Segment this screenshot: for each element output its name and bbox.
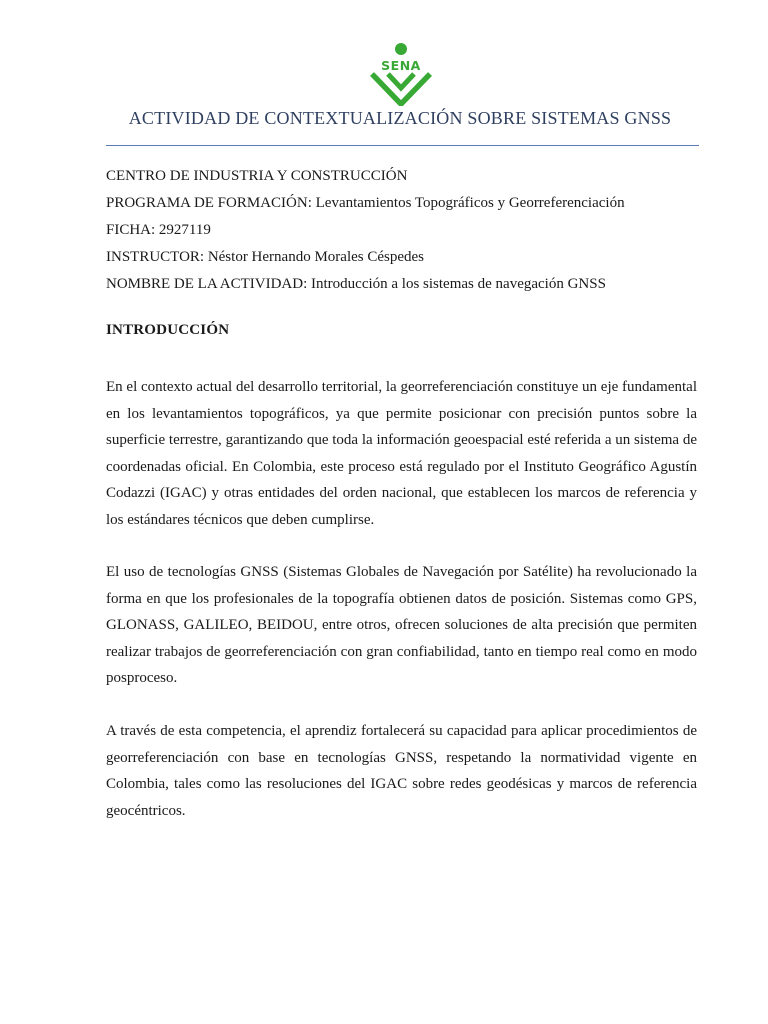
meta-centro: CENTRO DE INDUSTRIA Y CONSTRUCCIÓN	[106, 168, 408, 184]
title-divider	[106, 145, 699, 146]
meta-programa: PROGRAMA DE FORMACIÓN: Levantamientos Topográficos y Georreferenciación	[106, 195, 625, 211]
sena-logo-icon	[368, 42, 434, 106]
paragraph-1: En el contexto actual del desarrollo territorial, la georreferenciación constituye un eje fundamental en los levantamientos topográficos, ya que permite posicionar con precisión puntos sobre la superficie terrestre, garantizando que toda la información geoespacial esté referida a un sistema de coordenadas oficial. En Colombia, este proceso está regulado por el Instituto Geográfico Agustín Codazzi (IGAC) y otras entidades del orden nacional, que establecen los marcos de referencia y los estándares técnicos que deben cumplirse.	[106, 379, 697, 528]
sena-logo-text: SENA	[381, 58, 421, 73]
meta-actividad: NOMBRE DE LA ACTIVIDAD: Introducción a los sistemas de navegación GNSS	[106, 276, 606, 292]
sena-logo	[368, 42, 434, 106]
paragraph-2: El uso de tecnologías GNSS (Sistemas Globales de Navegación por Satélite) ha revolucionado la forma en que los profesionales de la topografía obtienen datos de posición. Sistemas como GPS, GLONASS, GALILEO, BEIDOU, entre otros, ofrecen soluciones de alta precisión que permiten realizar trabajos de georreferenciación con gran confiabilidad, tanto en tiempo real como en modo posproceso.	[106, 564, 697, 686]
meta-ficha: FICHA: 2927119	[106, 222, 211, 238]
section-heading: INTRODUCCIÓN	[106, 322, 230, 338]
document-metadata	[106, 163, 706, 298]
meta-instructor: INSTRUCTOR: Néstor Hernando Morales Céspedes	[106, 249, 425, 265]
document-title: ACTIVIDAD DE CONTEXTUALIZACIÓN SOBRE SISTEMAS GNSS	[128, 108, 672, 128]
paragraph-3: A través de esta competencia, el aprendiz fortalecerá su capacidad para aplicar procedimientos de georreferenciación con base en tecnologías GNSS, respetando la normatividad vigente en Colombia, tales como las resoluciones del IGAC sobre redes geodésicas y marcos de referencia geocéntricos.	[106, 723, 697, 819]
